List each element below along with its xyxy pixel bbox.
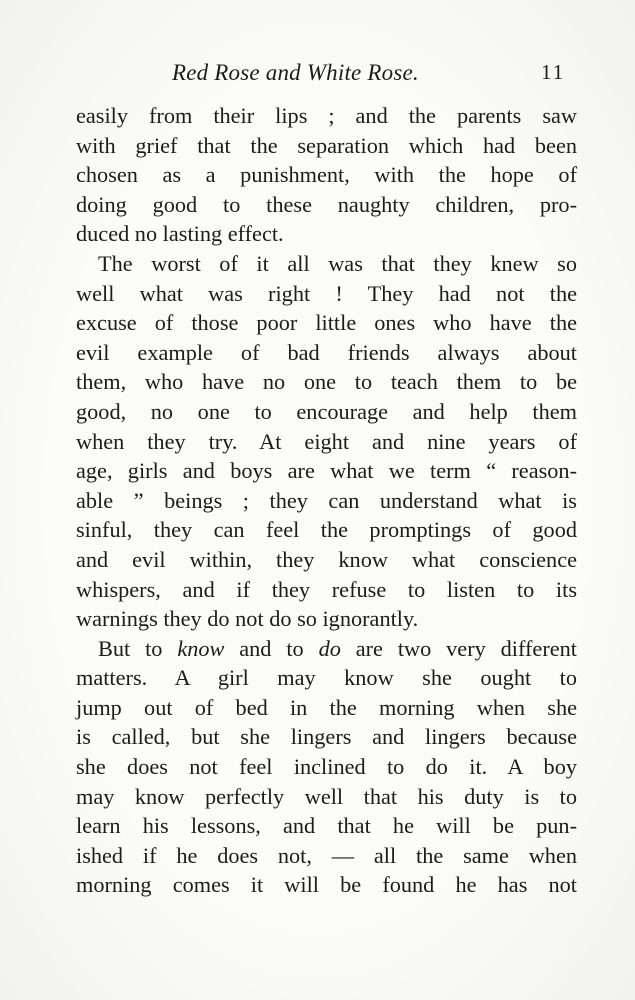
text-line: with grief that the separation which had been	[76, 132, 577, 158]
text-line: whispers, and if they refuse to listen to its	[76, 576, 577, 602]
text-line	[76, 634, 577, 664]
text-line: easily from their lips ; and the parents saw	[76, 103, 577, 128]
text-line: ished if he does not, — all the same when	[76, 842, 577, 868]
text-line: matters. A girl may know she ought to	[76, 665, 577, 691]
text-line: learn his lessons, and that he will be pun-	[76, 813, 577, 839]
text-line: good, no one to encourage and help them	[76, 398, 577, 424]
text-line: may know perfectly well that his duty is to	[76, 783, 577, 809]
text-line: excuse of those poor little ones who have the	[76, 310, 577, 336]
text-line: age, girls and boys are what we term “ reason-	[76, 458, 577, 484]
text-line: able ” beings ; they can understand what is	[76, 487, 577, 513]
italic-word-know: know	[177, 635, 225, 661]
text-line: sinful, they can feel the promptings of good	[76, 517, 577, 543]
text-line: The worst of it all was that they knew so	[98, 250, 577, 276]
text-line: duced no lasting effect.	[76, 221, 284, 247]
text-line: when they try. At eight and nine years of	[76, 428, 577, 454]
text-segment: But to	[98, 635, 178, 661]
page-number: 11	[541, 60, 566, 84]
text-line: doing good to these naughty children, pro-	[76, 191, 577, 217]
italic-word-do: do	[318, 635, 341, 661]
text-line: them, who have no one to teach them to be	[76, 369, 577, 395]
running-title: Red Rose and White Rose.	[172, 60, 419, 85]
text-line: morning comes it will be found he has not	[76, 872, 577, 898]
text-line: and evil within, they know what conscience	[76, 546, 577, 572]
text-line: chosen as a punishment, with the hope of	[76, 162, 577, 188]
body-text	[76, 101, 577, 900]
text-line: jump out of bed in the morning when she	[76, 694, 577, 720]
text-segment: are two very different	[340, 635, 577, 661]
text-line: evil example of bad friends always about	[76, 339, 577, 365]
text-line: is called, but she lingers and lingers because	[76, 724, 577, 750]
text-segment: and to	[224, 635, 319, 661]
text-line: well what was right ! They had not the	[76, 280, 577, 306]
text-line: warnings they do not do so ignorantly.	[76, 606, 419, 632]
running-header	[0, 60, 635, 90]
text-line: she does not feel inclined to do it. A boy	[76, 754, 577, 780]
